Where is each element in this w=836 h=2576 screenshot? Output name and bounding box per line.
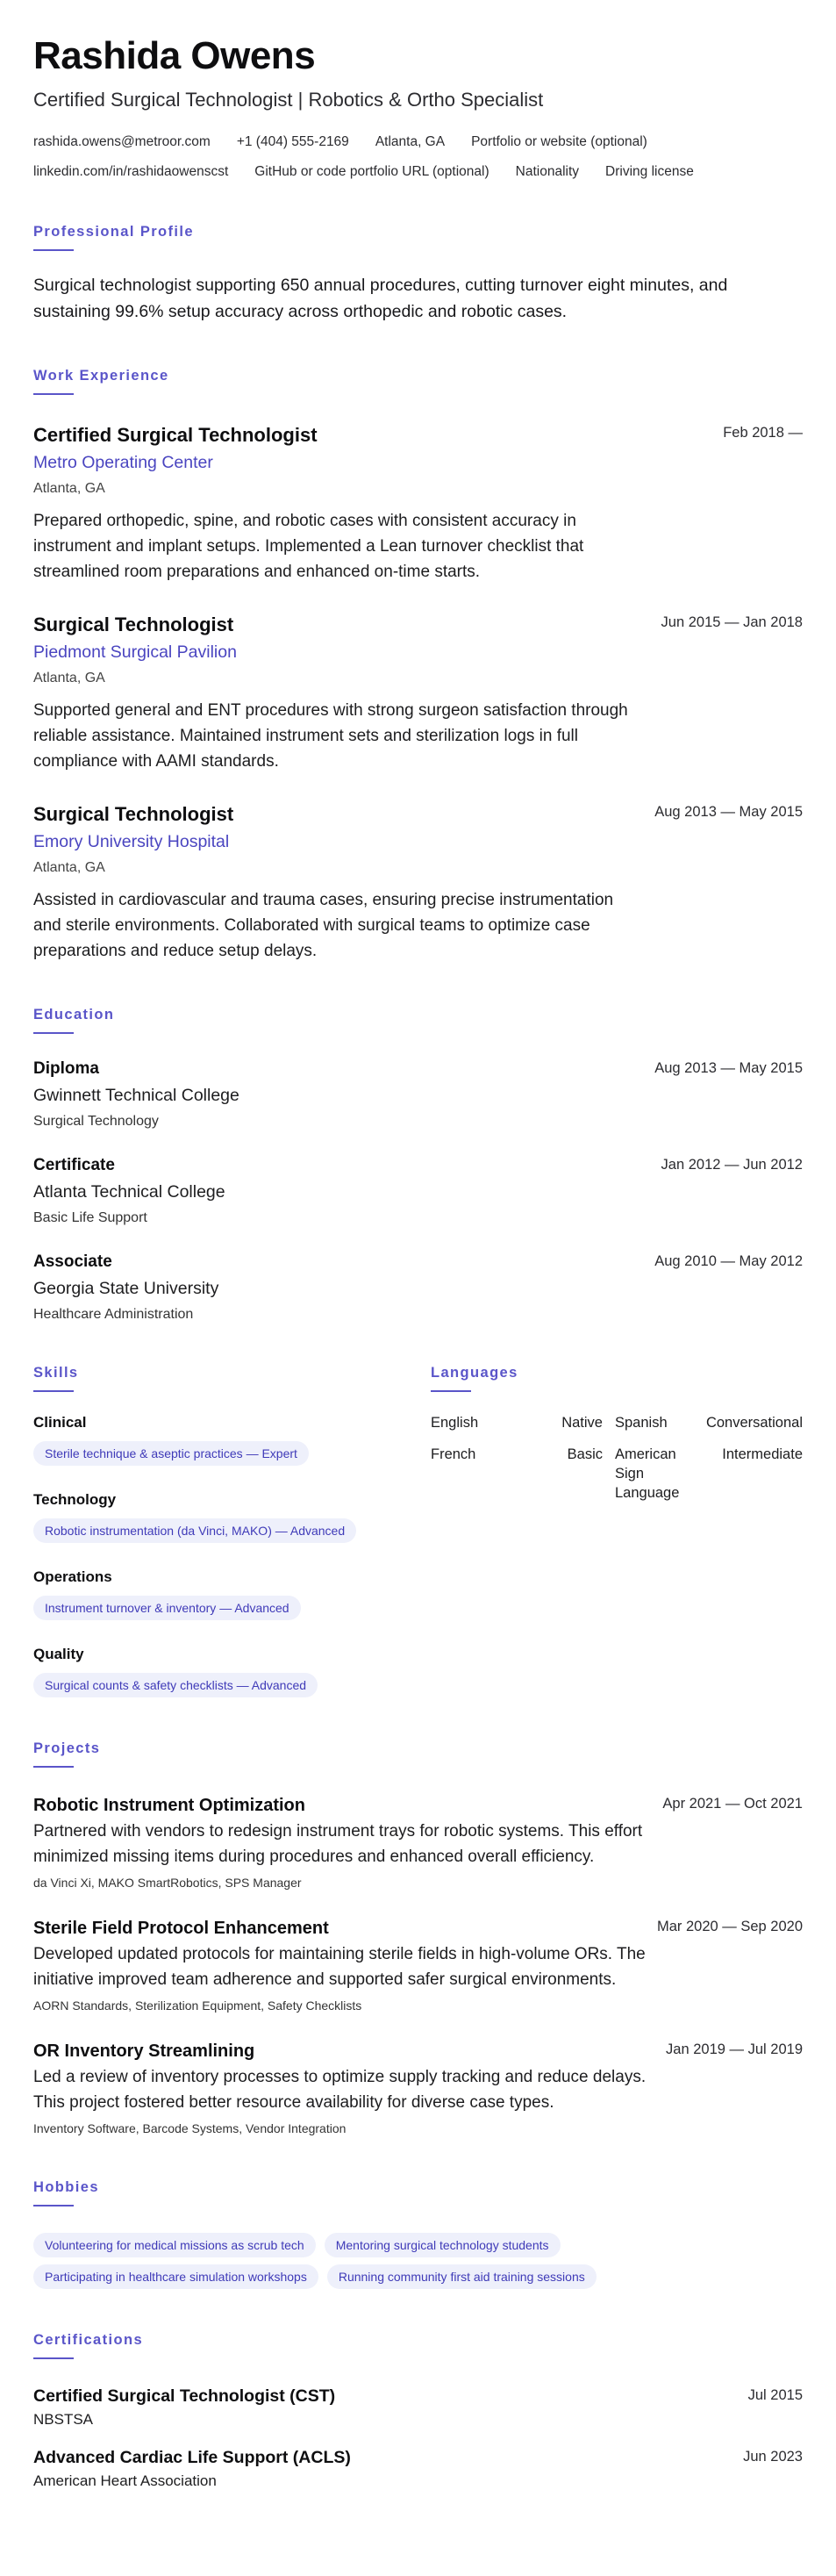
hobbies-section — [33, 2178, 803, 2289]
projects-section — [33, 1740, 803, 2136]
language-name: American Sign Language — [615, 1446, 680, 1501]
project-tech: AORN Standards, Sterilization Equipment, Safety Checklists — [33, 1998, 362, 2013]
section-divider — [33, 2357, 74, 2359]
project-entry — [33, 2040, 803, 2136]
project-title: Robotic Instrument Optimization — [33, 1796, 305, 1815]
section-heading: Certifications — [33, 2332, 144, 2348]
experience-section — [33, 367, 803, 964]
job-description: Supported general and ENT procedures with strong surgeon satisfaction through reliable assistance. Maintained instrument sets and sterilization logs in full compliance with AAMI standards. — [33, 701, 628, 771]
skill-category: Operations — [33, 1568, 112, 1585]
project-tech: da Vinci Xi, MAKO SmartRobotics, SPS Manager — [33, 1876, 302, 1890]
project-title: Sterile Field Protocol Enhancement — [33, 1919, 329, 1938]
education-school: Gwinnett Technical College — [33, 1086, 239, 1105]
language-name: Spanish — [615, 1415, 668, 1431]
section-heading: Skills — [33, 1365, 79, 1381]
contact-linkedin[interactable]: linkedin.com/in/rashidaowenscst — [33, 164, 229, 179]
hobby-chip: Mentoring surgical technology students — [325, 2233, 561, 2257]
skill-chip: Instrument turnover & inventory — Advanced — [33, 1596, 301, 1620]
profile-section — [33, 223, 803, 325]
job-company: Metro Operating Center — [33, 453, 213, 472]
job-company: Piedmont Surgical Pavilion — [33, 642, 237, 662]
job-dates: Jun 2015 — Jan 2018 — [661, 614, 803, 630]
project-dates: Apr 2021 — Oct 2021 — [662, 1796, 803, 1812]
education-degree: Associate — [33, 1252, 112, 1271]
project-entry — [33, 1917, 803, 2013]
candidate-name: Rashida Owens — [33, 34, 316, 77]
education-field: Surgical Technology — [33, 1114, 159, 1129]
project-dates: Jan 2019 — Jul 2019 — [666, 2041, 803, 2057]
section-heading: Education — [33, 1007, 115, 1023]
skill-chip: Surgical counts & safety checklists — Advanced — [33, 1673, 318, 1697]
language-name: French — [431, 1446, 476, 1462]
contact-location: Atlanta, GA — [375, 134, 446, 149]
education-degree: Diploma — [33, 1059, 99, 1078]
contact-phone[interactable]: +1 (404) 555-2169 — [236, 134, 349, 149]
education-dates: Aug 2013 — May 2015 — [654, 1060, 803, 1076]
section-divider — [33, 393, 74, 395]
section-divider — [33, 1032, 74, 1034]
hobby-chip: Volunteering for medical missions as scrub tech — [33, 2233, 316, 2257]
education-school: Atlanta Technical College — [33, 1182, 225, 1202]
job-description: Prepared orthopedic, spine, and robotic cases with consistent accuracy in instrument and implant setups. Implemented a Lean turnover checklist that streamlined room preparations and enhanced on-time starts. — [33, 512, 584, 581]
certification-name: Certified Surgical Technologist (CST) — [33, 2386, 336, 2406]
job-entry — [33, 802, 803, 964]
job-title: Surgical Technologist — [33, 614, 234, 635]
education-section — [33, 1006, 803, 1324]
section-heading: Professional Profile — [33, 224, 194, 240]
section-heading: Work Experience — [33, 368, 169, 384]
project-description: Developed updated protocols for maintaining sterile fields in high-volume ORs. The initiative improved team adherence and supported safer surgical environments. — [33, 1945, 646, 1989]
language-level: Basic — [567, 1446, 603, 1462]
education-entry — [33, 1058, 803, 1130]
education-school: Georgia State University — [33, 1279, 219, 1298]
job-dates: Aug 2013 — May 2015 — [654, 804, 803, 820]
education-degree: Certificate — [33, 1156, 115, 1174]
skill-chip: Sterile technique & aseptic practices — Expert — [33, 1441, 309, 1466]
skill-category: Clinical — [33, 1414, 87, 1431]
section-heading: Hobbies — [33, 2179, 99, 2195]
skills-languages-row — [33, 1364, 803, 1697]
job-company: Emory University Hospital — [33, 832, 230, 851]
certification-issuer: American Heart Association — [33, 2472, 217, 2489]
education-field: Healthcare Administration — [33, 1307, 194, 1322]
certification-name: Advanced Cardiac Life Support (ACLS) — [33, 2448, 351, 2467]
skills-section — [33, 1364, 431, 1697]
job-description: Assisted in cardiovascular and trauma cases, ensuring precise instrumentation and sterile environments. Collaborated with surgical teams to optimize case preparations and reduce setup delays. — [33, 891, 614, 960]
contact-driving-license: Driving license — [605, 164, 694, 179]
education-dates: Aug 2010 — May 2012 — [654, 1253, 803, 1269]
contact-email[interactable]: rashida.owens@metroor.com — [33, 134, 211, 149]
contact-nationality: Nationality — [515, 164, 580, 179]
hobby-chip: Running community first aid training sessions — [327, 2264, 597, 2289]
job-entry — [33, 613, 803, 774]
project-title: OR Inventory Streamlining — [33, 2041, 255, 2061]
section-divider — [431, 1390, 471, 1392]
certification-date: Jun 2023 — [743, 2449, 803, 2465]
project-tech: Inventory Software, Barcode Systems, Vendor Integration — [33, 2121, 347, 2135]
resume-header — [33, 33, 803, 181]
job-title: Surgical Technologist — [33, 803, 234, 825]
education-entry — [33, 1252, 803, 1324]
job-location: Atlanta, GA — [33, 671, 105, 685]
candidate-title: Certified Surgical Technologist | Robotics & Ortho Specialist — [33, 89, 544, 111]
section-divider — [33, 1390, 74, 1392]
project-description: Partnered with vendors to redesign instrument trays for robotic systems. This effort minimized missing items during procedures and enhanced overall efficiency. — [33, 1822, 643, 1866]
languages-grid — [431, 1413, 803, 1503]
language-name: English — [431, 1415, 479, 1431]
contact-portfolio[interactable]: Portfolio or website (optional) — [471, 134, 647, 149]
project-description: Led a review of inventory processes to optimize supply tracking and reduce delays. This project fostered better resource availability for diverse case types. — [33, 2068, 647, 2112]
skill-category: Quality — [33, 1646, 84, 1662]
section-heading: Languages — [431, 1365, 518, 1381]
section-heading: Projects — [33, 1740, 101, 1756]
skill-category: Technology — [33, 1491, 117, 1508]
skill-chip: Robotic instrumentation (da Vinci, MAKO) — Advanced — [33, 1518, 356, 1543]
contact-list — [33, 133, 805, 181]
certification-entry — [33, 2447, 803, 2491]
job-entry — [33, 423, 803, 585]
section-divider — [33, 249, 74, 251]
project-dates: Mar 2020 — Sep 2020 — [656, 1919, 803, 1934]
education-entry — [33, 1155, 803, 1227]
hobbies-list — [33, 2226, 805, 2289]
job-location: Atlanta, GA — [33, 860, 105, 875]
section-divider — [33, 1766, 74, 1768]
certification-issuer: NBSTSA — [33, 2411, 94, 2428]
hobby-chip: Participating in healthcare simulation workshops — [33, 2264, 318, 2289]
profile-summary: Surgical technologist supporting 650 annual procedures, cutting turnover eight minutes, and sustaining 99.6% setup accuracy across orthopedic and robotic cases. — [33, 276, 728, 321]
certification-date: Jul 2015 — [747, 2387, 803, 2403]
contact-github[interactable]: GitHub or code portfolio URL (optional) — [254, 164, 489, 179]
job-location: Atlanta, GA — [33, 481, 105, 496]
section-divider — [33, 2205, 74, 2206]
languages-section — [431, 1364, 803, 1697]
certifications-section — [33, 2331, 803, 2491]
job-dates: Feb 2018 — — [723, 425, 803, 441]
language-level: Native — [561, 1415, 603, 1431]
education-dates: Jan 2012 — Jun 2012 — [661, 1157, 803, 1173]
certification-entry — [33, 2386, 803, 2429]
language-level: Intermediate — [722, 1446, 803, 1462]
project-entry — [33, 1794, 803, 1891]
job-title: Certified Surgical Technologist — [33, 424, 318, 446]
education-field: Basic Life Support — [33, 1210, 147, 1225]
language-level: Conversational — [705, 1415, 803, 1431]
